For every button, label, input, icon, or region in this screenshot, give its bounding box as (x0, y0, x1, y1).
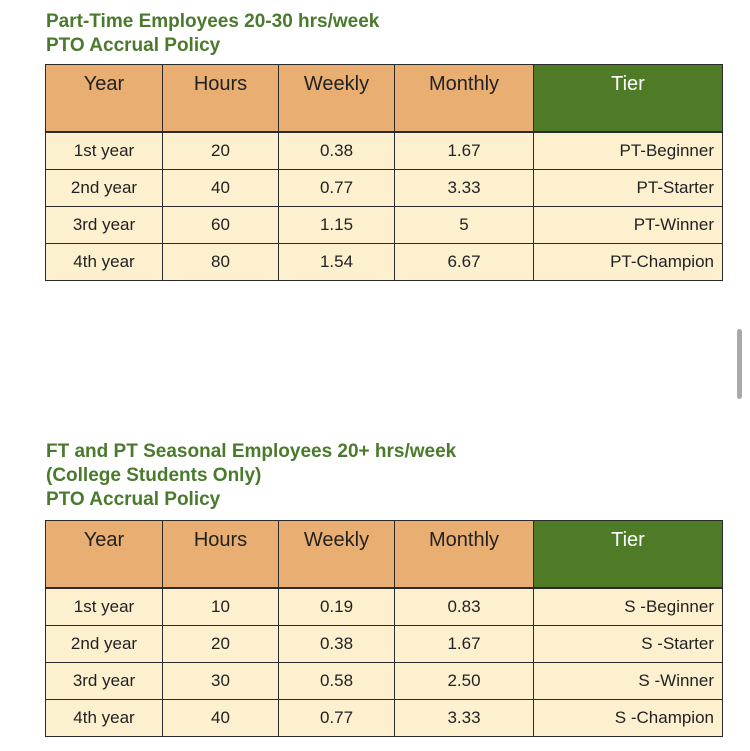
cell-monthly: 5 (395, 206, 534, 243)
cell-year: 3rd year (46, 206, 163, 243)
cell-weekly: 1.15 (279, 206, 395, 243)
cell-tier: PT-Champion (534, 243, 723, 280)
cell-hours: 20 (163, 132, 279, 170)
section-title: Part-Time Employees 20-30 hrs/week (46, 11, 380, 32)
section-heading-part-time (46, 10, 379, 58)
cell-hours: 30 (163, 662, 279, 699)
cell-monthly: 1.67 (395, 132, 534, 170)
table-header-row (46, 521, 723, 588)
table-row (46, 625, 723, 662)
section-subtitle: PTO Accrual Policy (46, 489, 221, 510)
cell-monthly: 3.33 (395, 699, 534, 736)
cell-tier: S -Winner (534, 662, 723, 699)
cell-monthly: 2.50 (395, 662, 534, 699)
cell-hours: 80 (163, 243, 279, 280)
header-tier: Tier (534, 521, 723, 588)
pto-table-seasonal (45, 520, 723, 737)
cell-weekly: 0.77 (279, 699, 395, 736)
header-monthly: Monthly (395, 65, 534, 132)
cell-tier: S -Champion (534, 699, 723, 736)
cell-weekly: 0.58 (279, 662, 395, 699)
header-monthly: Monthly (395, 521, 534, 588)
table-row (46, 588, 723, 626)
cell-monthly: 3.33 (395, 169, 534, 206)
cell-weekly: 1.54 (279, 243, 395, 280)
table-row (46, 132, 723, 170)
header-weekly: Weekly (279, 65, 395, 132)
section-heading-seasonal (46, 440, 456, 512)
cell-hours: 10 (163, 588, 279, 626)
pto-table-part-time (45, 64, 723, 281)
cell-year: 3rd year (46, 662, 163, 699)
header-year: Year (46, 65, 163, 132)
header-weekly: Weekly (279, 521, 395, 588)
cell-hours: 40 (163, 699, 279, 736)
cell-tier: PT-Starter (534, 169, 723, 206)
cell-tier: PT-Winner (534, 206, 723, 243)
cell-monthly: 1.67 (395, 625, 534, 662)
cell-tier: S -Starter (534, 625, 723, 662)
cell-year: 1st year (46, 588, 163, 626)
header-hours: Hours (163, 65, 279, 132)
cell-year: 2nd year (46, 625, 163, 662)
cell-year: 4th year (46, 243, 163, 280)
cell-hours: 40 (163, 169, 279, 206)
cell-hours: 60 (163, 206, 279, 243)
cell-weekly: 0.77 (279, 169, 395, 206)
cell-hours: 20 (163, 625, 279, 662)
header-tier: Tier (534, 65, 723, 132)
header-year: Year (46, 521, 163, 588)
table-row (46, 699, 723, 736)
cell-tier: PT-Beginner (534, 132, 723, 170)
cell-weekly: 0.19 (279, 588, 395, 626)
table-row (46, 169, 723, 206)
table-row (46, 662, 723, 699)
table-row (46, 243, 723, 280)
table-header-row (46, 65, 723, 132)
cell-year: 4th year (46, 699, 163, 736)
cell-year: 1st year (46, 132, 163, 170)
section-subtitle: PTO Accrual Policy (46, 35, 221, 56)
cell-monthly: 6.67 (395, 243, 534, 280)
cell-tier: S -Beginner (534, 588, 723, 626)
table-row (46, 206, 723, 243)
header-hours: Hours (163, 521, 279, 588)
cell-weekly: 0.38 (279, 132, 395, 170)
cell-year: 2nd year (46, 169, 163, 206)
cell-weekly: 0.38 (279, 625, 395, 662)
scrollbar-thumb[interactable] (737, 329, 742, 399)
cell-monthly: 0.83 (395, 588, 534, 626)
section-title: FT and PT Seasonal Employees 20+ hrs/week (46, 441, 457, 462)
section-note: (College Students Only) (46, 465, 262, 486)
